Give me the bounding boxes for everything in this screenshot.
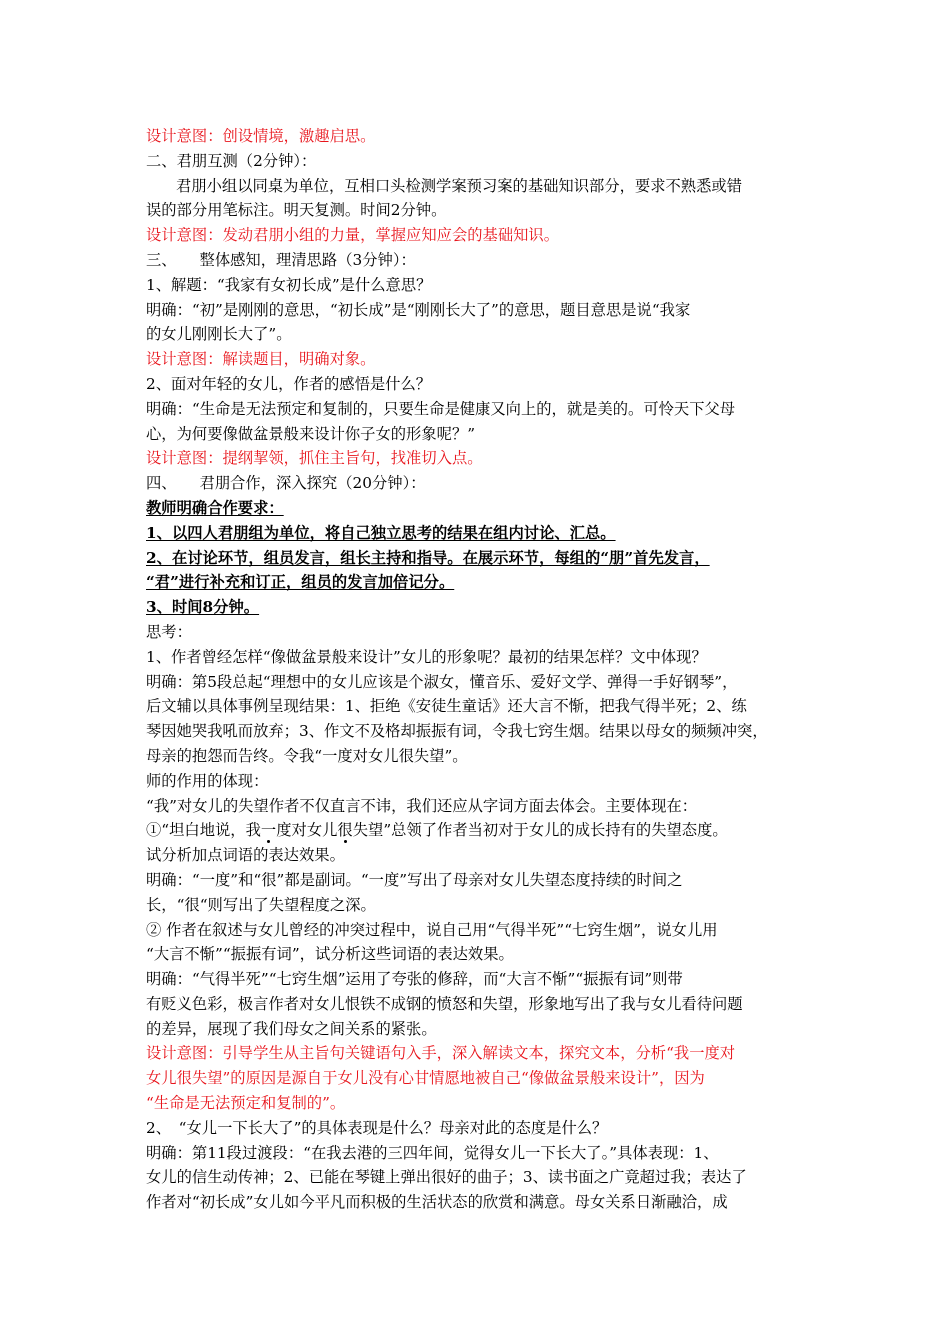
text-line: 明确：“初”是刚刚的意思，“初长成”是“刚刚长大了”的意思，题目意思是说“我家 [146, 300, 691, 319]
text-line: 思考： [146, 622, 192, 641]
text-line: 设计意图：发动君朋小组的力量，掌握应知应会的基础知识。 [146, 226, 560, 245]
text-line [146, 570, 810, 595]
requirement-text: 3、时间8分钟。 [146, 598, 260, 617]
text-line: 明确：第5段总起“理想中的女儿应该是个淑女，懂音乐、爱好文学、弹得一手好钢琴”， [146, 672, 738, 691]
text-line [146, 521, 810, 546]
text-line [146, 496, 810, 521]
text-line: 作者对“初长成”女儿如今平凡而积极的生活状态的欣赏和满意。母女关系日渐融洽，成 [146, 1193, 728, 1212]
text-line: 明确：第11段过渡段：“在我去港的三四年间，觉得女儿一下长大了。”具体表现：1、 [146, 1143, 719, 1162]
text-line: 君朋小组以同桌为单位，互相口头检测学案预习案的基础知识部分，要求不熟悉或错 [176, 176, 742, 195]
text-span: 度对女儿 [276, 821, 338, 840]
text-line: 琴因她哭我吼而放弃；3、作文不及格却振振有词，令我七窍生烟。结果以母女的频频冲突， [146, 722, 768, 741]
text-line: 女儿的信生动传神；2、已能在琴键上弹出很好的曲子；3、读书面之广竟超过我；表达了 [146, 1168, 747, 1187]
text-line: ② 作者在叙述与女儿曾经的冲突过程中，说自己用“气得半死”“七窍生烟”，说女儿用 [146, 920, 718, 939]
text-line [146, 595, 810, 620]
text-line: 长，“很“则写出了失望程度之深。 [146, 895, 376, 914]
text-line: 设计意图：创设情境，激趣启思。 [146, 127, 376, 145]
text-line: 明确：“一度”和“很”都是副词。“一度”写出了母亲对女儿失望态度持续的时间之 [146, 870, 683, 889]
text-line: 2、 “女儿一下长大了”的具体表现是什么？母亲对此的态度是什么？ [146, 1118, 608, 1137]
text-line: 三、 整体感知，理清思路（3分钟）： [146, 250, 416, 269]
text-line: 有贬义色彩，极言作者对女儿恨铁不成钢的愤怒和失望，形象地写出了我与女儿看待问题 [146, 994, 743, 1013]
text-line: 女儿很失望”的原因是源自于女儿没有心甘情愿地被自己“像做盆景般来设计”，因为 [146, 1069, 705, 1088]
text-line: 试分析加点词语的表达效果。 [146, 846, 345, 865]
text-line: 明确：“气得半死”“七窍生烟”运用了夸张的修辞，而“大言不惭”“振振有词”则带 [146, 970, 683, 989]
text-line: 误的部分用笔标注。明天复测。时间2分钟。 [146, 201, 447, 220]
text-line: 1、作者曾经怎样“像做盆景般来设计”女儿的形象呢？最初的结果怎样？文中体现？ [146, 647, 707, 666]
text-span: 失望”总领了作者当初对于女儿的成长持有的失望态度。 [352, 821, 728, 840]
emphasis-dotted-word: 一 [260, 821, 277, 840]
emphasis-dotted-word: 很 [337, 821, 353, 840]
requirement-text: “君”进行补充和订正，组员的发言加倍记分。 [146, 573, 455, 592]
text-line: 二、君朋互测（2分钟）： [146, 151, 317, 170]
text-line: 后文辅以具体事例呈现结果：1、拒绝《安徒生童话》还大言不惭，把我气得半死；2、练 [146, 697, 747, 716]
text-line: “我”对女儿的失望作者不仅直言不讳，我们还应从字词方面去体会。主要体现在： [146, 796, 698, 815]
text-line: “大言不惭”“振振有词”，试分析这些词语的表达效果。 [146, 945, 514, 964]
text-line: 设计意图：提纲挈领，抓住主旨句，找准切入点。 [146, 449, 483, 468]
text-line: 设计意图：引导学生从主旨句关键语句入手，深入解读文本，探究文本，分析“我一度对 [146, 1044, 736, 1063]
requirement-text: 2、在讨论环节，组员发言，组长主持和指导。在展示环节，每组的“朋”首先发言， [146, 548, 710, 567]
text-line: 1、解题：“我家有女初长成”是什么意思？ [146, 275, 432, 294]
text-line: 2、面对年轻的女儿，作者的感悟是什么？ [146, 374, 432, 393]
text-line: “生命是无法预定和复制的”。 [146, 1094, 346, 1113]
text-line: 明确：“生命是无法预定和复制的，只要生命是健康又向上的，就是美的。可怜天下父母 [146, 399, 736, 418]
text-line: 的女儿刚刚长大了”。 [146, 325, 292, 344]
text-line: 心，为何要像做盆景般来设计你子女的形象呢？” [146, 424, 476, 443]
text-line: 设计意图：解读题目，明确对象。 [146, 350, 376, 369]
text-line [146, 546, 810, 571]
document-body [146, 124, 810, 1215]
text-line: 师的作用的体现： [146, 771, 269, 790]
requirement-text: 教师明确合作要求： [146, 498, 284, 517]
text-line: 母亲的抱怨而告终。令我“一度对女儿很失望”。 [146, 746, 468, 765]
text-line: 的差异，展现了我们母女之间关系的紧张。 [146, 1019, 437, 1038]
text-line: 四、 君朋合作，深入探究（20分钟）： [146, 474, 426, 493]
text-line [146, 818, 810, 843]
requirement-text: 1、以四人君朋组为单位，将自己独立思考的结果在组内讨论、汇总。 [146, 523, 616, 542]
text-span: ①“坦白地说，我 [146, 821, 261, 840]
